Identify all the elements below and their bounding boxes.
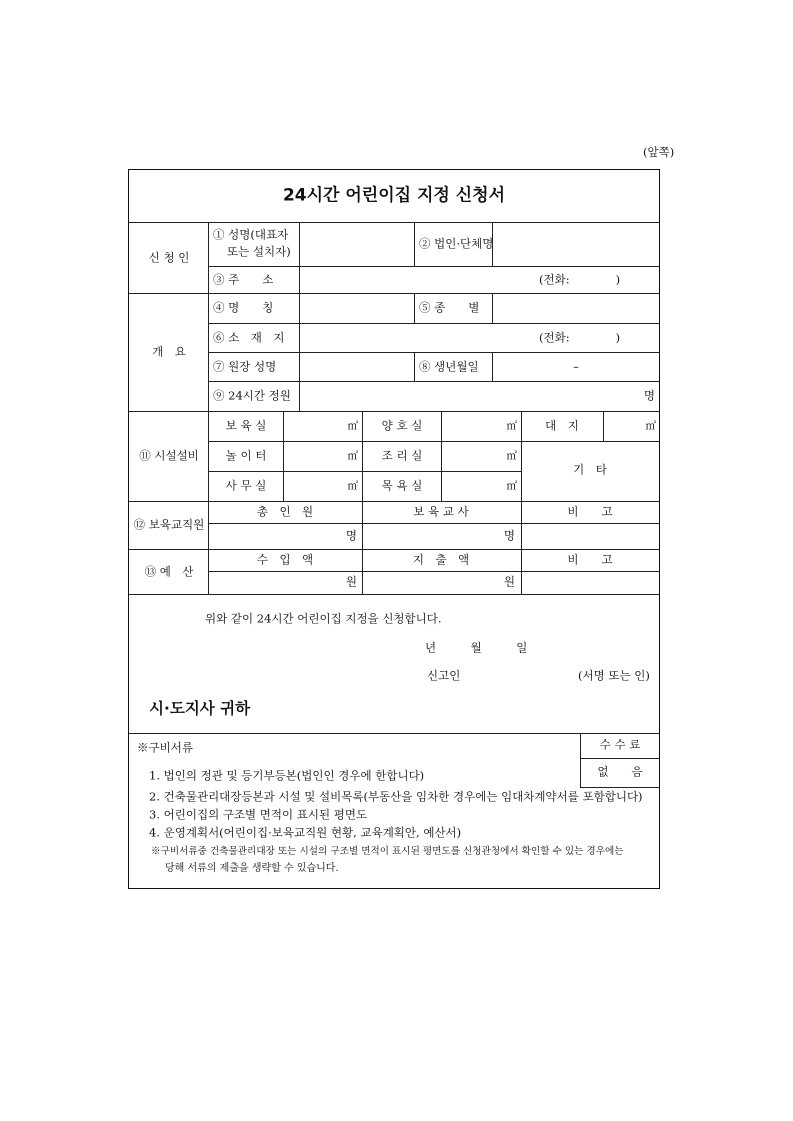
divider: [521, 441, 659, 442]
staff-teachers-unit: 명: [503, 528, 515, 543]
addressee: 시·도지사 귀하: [149, 699, 251, 718]
address-label: ③ 주 소: [213, 272, 274, 287]
staff-total-unit: 명: [345, 528, 357, 543]
divider: [208, 352, 659, 353]
expense-header: 지 출 액: [412, 552, 470, 567]
staff-total-header: 총 인 원: [256, 504, 314, 519]
name-label-line1: ① 성명(대표자: [213, 227, 289, 242]
fee-label: 수 수 료: [599, 737, 641, 752]
staff-teachers-header: 보 육 교 사: [413, 504, 469, 519]
area-unit: ㎡: [347, 449, 358, 462]
staff-note-header: 비 고: [567, 504, 613, 519]
form-title: 24시간 어린이집 지정 신청서: [282, 185, 506, 206]
divider: [283, 411, 284, 501]
facilities-section-label: ⑪ 시설설비: [139, 448, 199, 463]
divider: [208, 523, 659, 524]
document-item: 2. 건축물관리대장등본과 시설 및 설비목록(부동산을 임차한 경우에는 임대차계약서를 포함합니다): [149, 789, 643, 804]
birth-date-label: ⑧ 생년월일: [419, 359, 479, 374]
divider: [414, 222, 415, 266]
divider: [362, 501, 363, 594]
divider: [492, 352, 493, 381]
divider: [208, 471, 521, 472]
land-label: 대 지: [545, 418, 579, 433]
facility-name-label: ④ 명 칭: [213, 300, 274, 315]
required-documents-header: ※구비서류: [137, 740, 193, 755]
application-form: [128, 169, 660, 889]
kitchen-label: 조 리 실: [381, 448, 423, 463]
divider: [208, 222, 209, 594]
facility-type-label: ⑤ 종 별: [419, 300, 480, 315]
birth-date-value: –: [573, 359, 579, 374]
area-unit: ㎡: [506, 419, 517, 432]
expense-unit: 원: [503, 574, 515, 589]
director-name-label: ⑦ 원장 성명: [213, 359, 277, 374]
documents-note-line2: 당해 서류의 제출을 생략할 수 있습니다.: [165, 863, 339, 874]
budget-note-header: 비 고: [567, 552, 613, 567]
capacity-label: ⑨ 24시간 정원: [213, 388, 291, 403]
divider: [208, 571, 659, 572]
corp-name-label: ② 법인·단체명: [419, 236, 494, 251]
name-label-line2: 또는 설치자): [227, 244, 291, 259]
area-unit: ㎡: [347, 419, 358, 432]
income-header: 수 입 액: [256, 552, 314, 567]
divider: [414, 352, 415, 381]
budget-section-label: ⑬ 예 산: [144, 564, 194, 579]
divider: [208, 381, 659, 382]
divider: [580, 787, 659, 788]
divider: [521, 501, 522, 594]
page-side-label: (앞쪽): [643, 145, 675, 159]
document-item: 3. 어린이집의 구조별 면적이 표시된 평면도: [149, 807, 368, 822]
care-room-label: 보 육 실: [225, 418, 267, 433]
income-unit: 원: [345, 574, 357, 589]
applicant-signature-label: 신고인: [427, 668, 461, 683]
applicant-section-label: 신 청 인: [148, 250, 190, 265]
divider: [441, 411, 442, 501]
divider: [299, 222, 300, 412]
area-unit: ㎡: [645, 419, 656, 432]
office-label: 사 무 실: [225, 478, 267, 493]
location-phone: (전화: ): [539, 330, 621, 345]
divider: [129, 594, 659, 595]
divider: [603, 411, 604, 441]
divider: [521, 411, 522, 501]
location-label: ⑥ 소 재 지: [213, 330, 285, 345]
capacity-unit: 명: [643, 388, 655, 403]
document-item: 1. 법인의 정관 및 등기부등본(법인인 경우에 한합니다): [149, 768, 425, 783]
area-unit: ㎡: [347, 479, 358, 492]
fee-value: 없 음: [597, 764, 643, 779]
overview-section-label: 개 요: [152, 344, 186, 359]
divider: [362, 411, 363, 501]
signature-placeholder: (서명 또는 인): [578, 668, 650, 683]
document-item: 4. 운영계획서(어린이집·보육교직원 현황, 교육계획안, 예산서): [149, 825, 462, 840]
other-label: 기 타: [573, 462, 607, 477]
nursing-room-label: 양 호 실: [381, 418, 423, 433]
declaration-date: 년 월 일: [425, 640, 528, 655]
divider: [208, 441, 521, 442]
area-unit: ㎡: [506, 449, 517, 462]
divider: [580, 758, 659, 759]
playground-label: 놀 이 터: [225, 448, 267, 463]
applicant-phone: (전화: ): [539, 272, 621, 287]
divider: [414, 293, 415, 323]
divider: [492, 293, 493, 323]
area-unit: ㎡: [506, 479, 517, 492]
staff-section-label: ⑫ 보육교직원: [133, 517, 205, 532]
divider: [208, 266, 659, 267]
divider: [580, 733, 581, 787]
bath-room-label: 목 욕 실: [381, 478, 423, 493]
documents-note-line1: ※구비서류중 건축물관리대장 또는 시설의 구조별 면적이 표시된 평면도를 신청관청에서 확인할 수 있는 경우에는: [151, 846, 624, 858]
declaration-statement: 위와 같이 24시간 어린이집 지정을 신청합니다.: [205, 611, 442, 626]
divider: [208, 323, 659, 324]
